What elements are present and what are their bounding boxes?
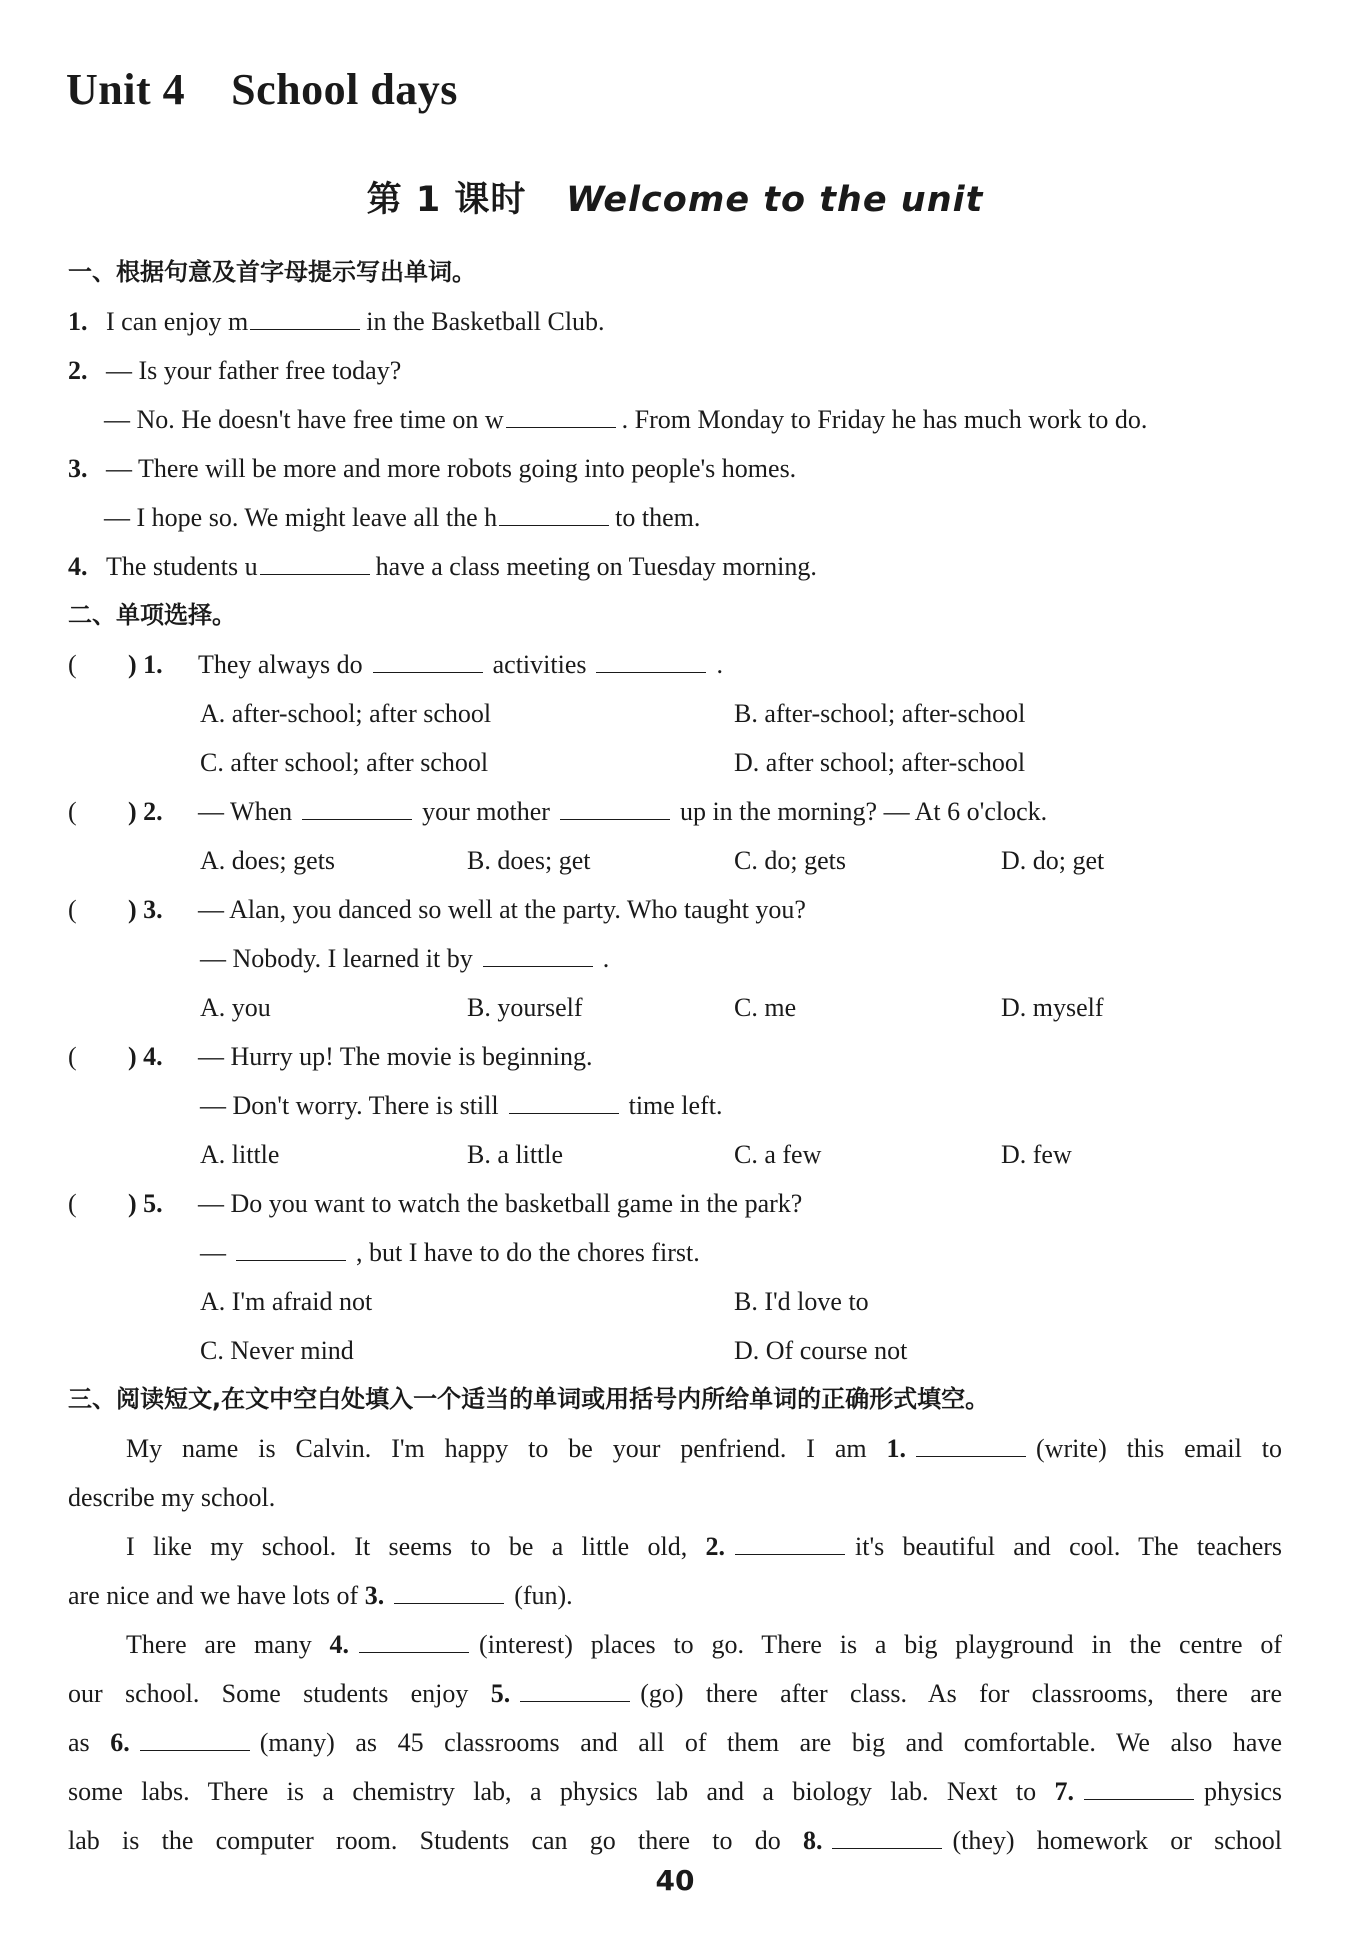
option-c[interactable]: C. after school; after school [200, 748, 489, 777]
question-text: — When [198, 797, 293, 826]
lesson-title [0, 172, 1350, 222]
answer-blank[interactable] [140, 1724, 250, 1751]
passage-line [68, 1767, 1282, 1816]
passage-text: some labs. There is a chemistry lab, a physics lab and a biology lab. Next to [68, 1777, 1037, 1806]
s1-question-2 [68, 346, 1282, 395]
question-number: 2. [68, 356, 88, 385]
question-number: 4. [68, 552, 88, 581]
question-text: have a class meeting on Tuesday morning. [375, 552, 817, 581]
options-row [68, 1130, 1282, 1179]
answer-blank[interactable] [394, 1577, 504, 1604]
option-a[interactable]: A. does; gets [200, 846, 336, 875]
s1-question-3 [68, 444, 1282, 493]
s1-question-1 [68, 297, 1282, 346]
question-text: — [200, 1238, 226, 1267]
blank-number: 2. [705, 1532, 726, 1561]
question-text: activities [492, 650, 587, 679]
option-d[interactable]: D. after school; after-school [734, 748, 1026, 777]
section-3-heading: 三、阅读短文,在文中空白处填入一个适当的单词或用括号内所给单词的正确形式填空。 [68, 1385, 990, 1413]
passage-text: lab is the computer room. Students can go there to do [68, 1826, 781, 1855]
option-d[interactable]: D. myself [1001, 993, 1104, 1022]
paren-open: ( [68, 895, 77, 924]
passage-text: describe my school. [68, 1483, 276, 1512]
option-c[interactable]: C. do; gets [734, 846, 846, 875]
section-1-heading: 一、根据句意及首字母提示写出单词。 [68, 258, 476, 286]
answer-blank[interactable] [509, 1087, 619, 1114]
passage-line [68, 1816, 1282, 1865]
question-text: — Is your father free today? [106, 356, 402, 385]
paren-open: ( [68, 1189, 77, 1218]
passage-line [68, 1718, 1282, 1767]
option-c[interactable]: C. me [734, 993, 797, 1022]
options-row [68, 1326, 1282, 1375]
question-number: ) 2. [128, 797, 163, 826]
blank-number: 5. [490, 1679, 511, 1708]
question-text: — Alan, you danced so well at the party. Who taught you? [198, 895, 806, 924]
answer-blank[interactable] [916, 1430, 1026, 1457]
answer-blank[interactable] [483, 940, 593, 967]
option-c[interactable]: C. Never mind [200, 1336, 354, 1365]
question-number: ) 3. [128, 895, 163, 924]
answer-blank[interactable] [499, 499, 609, 526]
option-b[interactable]: B. I'd love to [734, 1287, 869, 1316]
option-c[interactable]: C. a few [734, 1140, 822, 1169]
unit-title: Unit 4 School days [66, 65, 458, 114]
option-b[interactable]: B. after-school; after-school [734, 699, 1026, 728]
question-number: ) 5. [128, 1189, 163, 1218]
s2-question-1 [68, 640, 1282, 689]
answer-blank[interactable] [373, 646, 483, 673]
answer-blank[interactable] [1084, 1773, 1194, 1800]
lesson-title-cn: 第 1 课时 [366, 180, 527, 220]
answer-blank[interactable] [359, 1626, 469, 1653]
passage-line [68, 1522, 1282, 1571]
question-text: in the Basketball Club. [366, 307, 605, 336]
question-text: , but I have to do the chores first. [356, 1238, 700, 1267]
question-number: 3. [68, 454, 88, 483]
question-text: — No. He doesn't have free time on w [104, 405, 504, 434]
passage-line [68, 1669, 1282, 1718]
answer-parentheses[interactable] [68, 787, 198, 836]
passage-text: it's beautiful and cool. The teachers [855, 1532, 1283, 1561]
paren-open: ( [68, 650, 77, 679]
answer-parentheses[interactable] [68, 640, 198, 689]
passage-text: (fun). [514, 1581, 573, 1610]
question-text: your mother [422, 797, 550, 826]
s2-question-5-reply [68, 1228, 1282, 1277]
options-row [68, 836, 1282, 885]
option-a[interactable]: A. you [200, 993, 271, 1022]
answer-blank[interactable] [236, 1234, 346, 1261]
question-text: They always do [198, 650, 363, 679]
option-b[interactable]: B. does; get [467, 846, 591, 875]
option-a[interactable]: A. I'm afraid not [200, 1287, 373, 1316]
s2-question-2 [68, 787, 1282, 836]
question-number: ) 4. [128, 1042, 163, 1071]
passage-text: (interest) places to go. There is a big playground in the centre of [479, 1630, 1283, 1659]
option-a[interactable]: A. little [200, 1140, 280, 1169]
s2-question-4 [68, 1032, 1282, 1081]
passage-line [68, 1620, 1282, 1669]
question-text: — Don't worry. There is still [200, 1091, 499, 1120]
question-text: The students u [106, 552, 258, 581]
options-row [68, 738, 1282, 787]
question-text: . From Monday to Friday he has much work to do. [621, 405, 1148, 434]
s2-question-5 [68, 1179, 1282, 1228]
question-text: — There will be more and more robots going into people's homes. [106, 454, 797, 483]
answer-blank[interactable] [735, 1528, 845, 1555]
worksheet-content [68, 248, 1282, 1865]
passage-line [68, 1473, 1282, 1522]
page-number: 40 [655, 1864, 695, 1897]
passage-text: I like my school. It seems to be a little old, [126, 1532, 688, 1561]
s2-question-3-reply [68, 934, 1282, 983]
answer-parentheses[interactable] [68, 1179, 198, 1228]
passage-text: our school. Some students enjoy [68, 1679, 469, 1708]
question-text: to them. [615, 503, 701, 532]
passage-text: There are many [126, 1630, 312, 1659]
option-b[interactable]: B. a little [467, 1140, 564, 1169]
answer-parentheses[interactable] [68, 885, 198, 934]
passage-text: (they) homework or school [952, 1826, 1282, 1855]
answer-blank[interactable] [250, 303, 360, 330]
blank-number: 8. [802, 1826, 823, 1855]
question-number: 1. [68, 307, 88, 336]
passage-text: (write) this email to [1036, 1434, 1283, 1463]
question-text: I can enjoy m [106, 307, 249, 336]
options-row [68, 983, 1282, 1032]
option-a[interactable]: A. after-school; after school [200, 699, 492, 728]
answer-parentheses[interactable] [68, 1032, 198, 1081]
question-text: — I hope so. We might leave all the h [104, 503, 498, 532]
options-row [68, 1277, 1282, 1326]
passage-text: are nice and we have lots of [68, 1581, 359, 1610]
s2-question-3 [68, 885, 1282, 934]
blank-number: 1. [886, 1434, 907, 1463]
lesson-title-en: Welcome to the unit [565, 180, 984, 220]
passage-text: as [68, 1728, 90, 1757]
option-d[interactable]: D. Of course not [734, 1336, 908, 1365]
options-row [68, 689, 1282, 738]
paren-open: ( [68, 1042, 77, 1071]
passage-text: My name is Calvin. I'm happy to be your penfriend. I am [126, 1434, 867, 1463]
answer-blank[interactable] [832, 1822, 942, 1849]
blank-number: 3. [364, 1581, 385, 1610]
answer-blank[interactable] [596, 646, 706, 673]
question-text: — Hurry up! The movie is beginning. [198, 1042, 593, 1071]
passage-text: (many) as 45 classrooms and all of them are big and comfortable. We also have [259, 1728, 1282, 1757]
passage-text: physics [1204, 1777, 1283, 1806]
blank-number: 7. [1054, 1777, 1075, 1806]
question-text: up in the morning? — At 6 o'clock. [679, 797, 1048, 826]
answer-blank[interactable] [506, 401, 616, 428]
question-text: time left. [628, 1091, 723, 1120]
s1-question-3-reply [68, 493, 1282, 542]
question-text: — Nobody. I learned it by [200, 944, 473, 973]
question-text: . [716, 650, 723, 679]
answer-blank[interactable] [520, 1675, 630, 1702]
answer-blank[interactable] [260, 548, 370, 575]
question-number: ) 1. [128, 650, 163, 679]
answer-blank[interactable] [560, 793, 670, 820]
blank-number: 6. [110, 1728, 130, 1757]
option-d[interactable]: D. few [1001, 1140, 1072, 1169]
passage-line [68, 1571, 1282, 1620]
s1-question-2-reply [68, 395, 1282, 444]
s2-question-4-reply [68, 1081, 1282, 1130]
passage-text: (go) there after class. As for classrooms, there are [640, 1679, 1282, 1708]
section-2-heading: 二、单项选择。 [68, 601, 236, 629]
paren-open: ( [68, 797, 77, 826]
option-d[interactable]: D. do; get [1001, 846, 1105, 875]
passage-line [68, 1424, 1282, 1473]
answer-blank[interactable] [302, 793, 412, 820]
option-b[interactable]: B. yourself [467, 993, 583, 1022]
blank-number: 4. [329, 1630, 350, 1659]
question-text: . [602, 944, 610, 973]
question-text: — Do you want to watch the basketball game in the park? [198, 1189, 803, 1218]
s1-question-4 [68, 542, 1282, 591]
